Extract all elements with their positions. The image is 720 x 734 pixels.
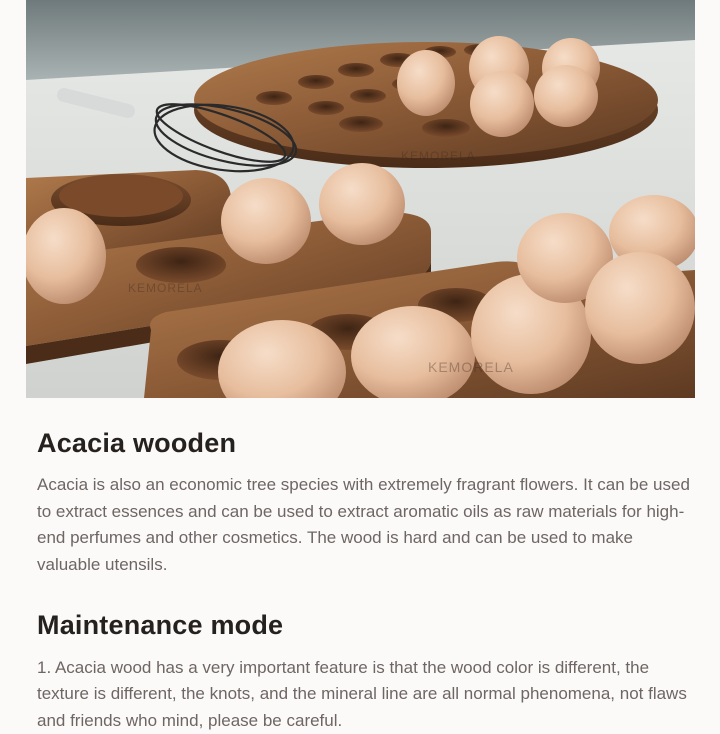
watermark-text: KEMORELA <box>401 149 476 163</box>
section-title-maintenance: Maintenance mode <box>37 610 284 641</box>
egg-trays-illustration <box>26 0 695 398</box>
section-body-maintenance: 1. Acacia wood has a very important feature is that the wood color is different, the texture is different, the knots, and the mineral line are all normal phenomena, not flaws and friends who mind, please be careful. <box>37 657 687 730</box>
section-body-acacia: Acacia is also an economic tree species with extremely fragrant flowers. It can be used to extract essences and can be used to extract aromatic oils as raw materials for high-end perfumes and other cosmetics. The wood is hard and can be used to make valuable utensils. <box>37 475 690 574</box>
product-description <box>37 420 692 734</box>
product-photo <box>26 0 695 398</box>
watermark-text-2: KEMORELA <box>128 281 203 295</box>
section-title-acacia: Acacia wooden <box>37 428 237 458</box>
watermark-text-3: KEMORELA <box>428 359 514 375</box>
